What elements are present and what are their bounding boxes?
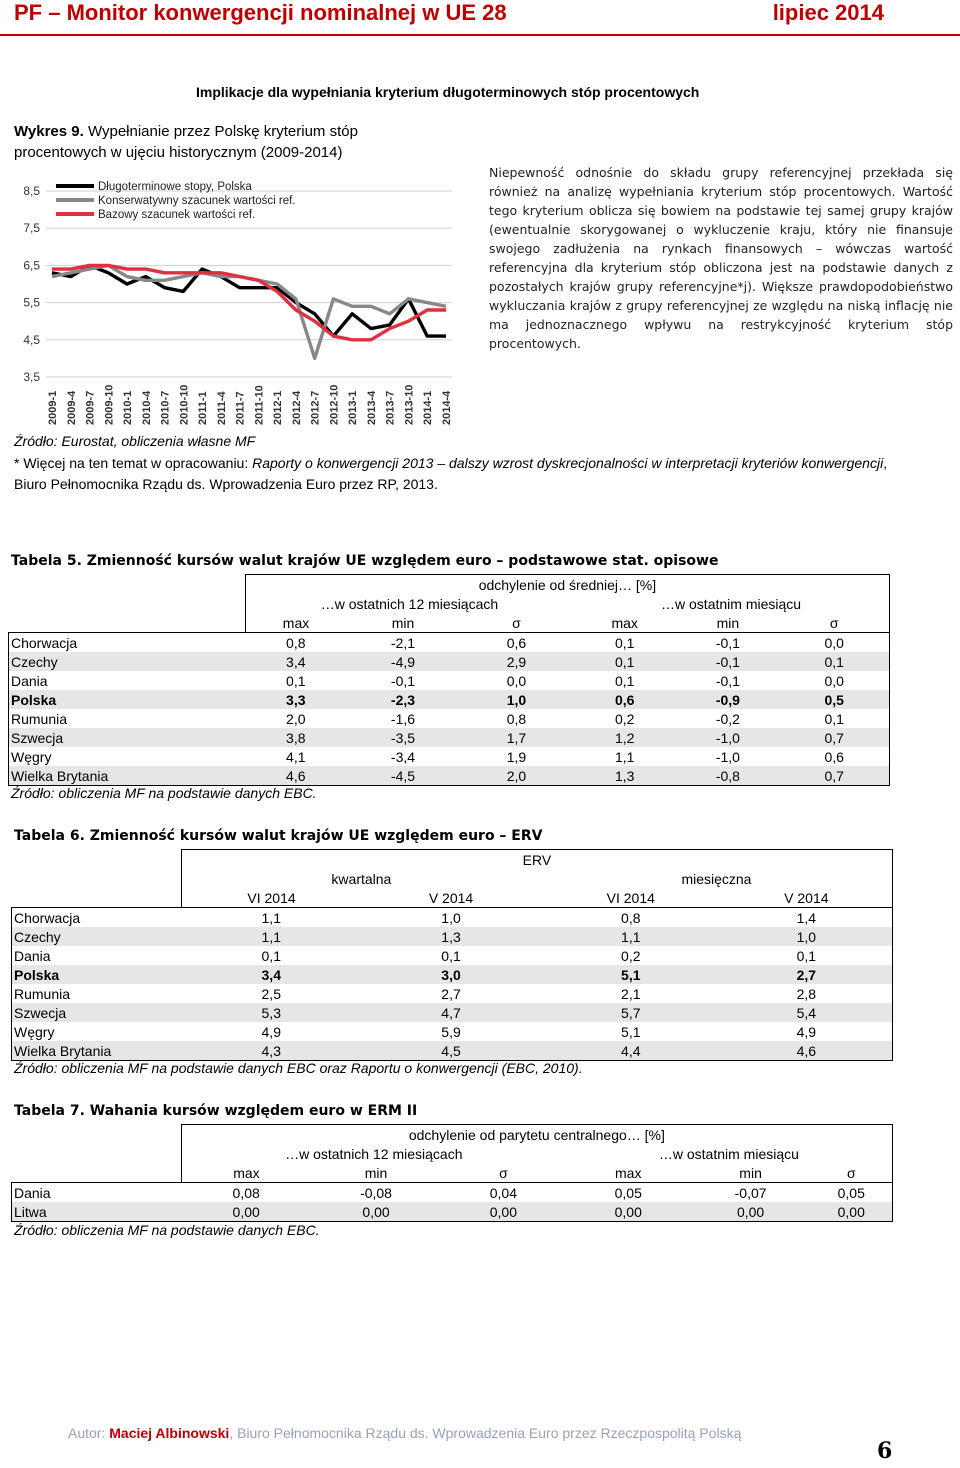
table-cell: 4,7 xyxy=(361,1003,541,1022)
x-tick-label: 2013-7 xyxy=(384,390,397,425)
table-cell: 5,9 xyxy=(441,1023,461,1040)
y-tick-label: 3,5 xyxy=(23,370,40,384)
table-cell: 5,7 xyxy=(541,1003,721,1022)
table-cell: 2,1 xyxy=(621,985,641,1002)
x-tick-label: 2013-10 xyxy=(403,384,416,425)
table-cell: 0,7 xyxy=(779,766,889,786)
footer-suffix: , Biuro Pełnomocnika Rządu ds. Wprowadzenia Euro przez Rzeczpospolitą Polską xyxy=(229,1425,742,1441)
table-cell: 2,7 xyxy=(441,985,461,1002)
table6-col-header: V 2014 xyxy=(428,889,474,906)
row-label: Czechy xyxy=(9,652,246,671)
table5-group-header: odchylenie od średniej… [%] xyxy=(245,575,889,595)
row-label: Wielka Brytania xyxy=(9,766,246,786)
table-row xyxy=(9,709,890,728)
table6-col-row xyxy=(12,888,893,908)
table-cell: -1,0 xyxy=(715,748,740,765)
table-cell: 0,8 xyxy=(541,908,721,928)
row-label: Węgry xyxy=(12,1022,182,1041)
table-cell: 5,1 xyxy=(541,965,721,984)
table6-source: Źródło: obliczenia MF na podstawie danych EBC oraz Raportu o konwergencji (EBC, 2010). xyxy=(14,1060,583,1076)
header-title: PF – Monitor konwergencji nominalnej w UE 28 xyxy=(14,0,507,25)
table5-group-row xyxy=(9,575,890,595)
x-tick-label: 2010-1 xyxy=(122,390,135,425)
table-cell: 0,00 xyxy=(181,1202,311,1222)
table-row xyxy=(12,927,893,946)
table-row xyxy=(9,728,890,747)
x-tick-label: 2009-7 xyxy=(84,390,97,425)
table-cell: 0,00 xyxy=(691,1202,811,1222)
table6-col-header: VI 2014 xyxy=(181,888,361,908)
table-cell: 1,1 xyxy=(181,927,361,946)
table-row xyxy=(12,946,893,965)
table5-col-header: σ xyxy=(779,613,889,633)
table-cell: 1,7 xyxy=(460,728,573,747)
table5-col-header: min xyxy=(716,614,740,631)
table-cell: -4,9 xyxy=(346,652,460,671)
table5 xyxy=(8,574,890,786)
x-tick-label: 2011-10 xyxy=(253,385,266,425)
x-tick-label: 2012-7 xyxy=(309,390,322,425)
table5-col-header: max xyxy=(611,614,638,631)
table-cell: 0,00 xyxy=(311,1202,441,1222)
table-cell: 0,1 xyxy=(286,672,306,689)
table-cell: -0,08 xyxy=(311,1183,441,1203)
table-cell: 2,8 xyxy=(721,984,893,1003)
table-cell: 2,9 xyxy=(460,652,573,671)
table6-group-header: ERV xyxy=(181,850,892,870)
table-cell: 3,3 xyxy=(245,690,346,709)
row-label: Dania xyxy=(12,946,182,965)
page-footer xyxy=(68,1425,741,1441)
table-cell: 3,4 xyxy=(181,965,361,984)
table7-col-header: max xyxy=(181,1163,311,1183)
table5-sub-row xyxy=(9,594,890,613)
footer-prefix: Autor: xyxy=(68,1425,110,1441)
table-row xyxy=(12,1202,893,1222)
table-cell: 0,00 xyxy=(566,1202,691,1222)
row-label: Czechy xyxy=(12,927,182,946)
table-cell: 0,1 xyxy=(614,672,635,689)
table7-col-header: min xyxy=(364,1164,388,1181)
table-cell: 5,1 xyxy=(621,1023,641,1040)
row-label: Szwecja xyxy=(9,728,246,747)
table-cell: 1,1 xyxy=(614,748,635,765)
table-cell: 0,0 xyxy=(779,671,889,690)
table-cell: 1,1 xyxy=(541,927,721,946)
table-row xyxy=(12,1041,893,1061)
row-label: Chorwacja xyxy=(9,633,246,653)
table-cell: 0,05 xyxy=(811,1183,893,1203)
table7-col-header: max xyxy=(615,1164,642,1181)
table7-col-header: min xyxy=(739,1164,762,1181)
table5-col-header: σ xyxy=(512,614,521,631)
table5-sub1: …w ostatnich 12 miesiącach xyxy=(245,594,573,613)
table7-col-row xyxy=(12,1163,893,1183)
table-cell: 0,1 xyxy=(573,652,676,671)
table6-caption: Tabela 6. Zmienność kursów walut krajów UE względem euro – ERV xyxy=(14,828,543,844)
table-cell: 0,5 xyxy=(779,690,889,709)
table-cell: -0,2 xyxy=(715,710,740,727)
x-tick-label: 2010-10 xyxy=(178,384,191,425)
table-cell: -1,6 xyxy=(390,710,416,727)
row-label: Rumunia xyxy=(9,709,246,728)
table-cell: 1,9 xyxy=(506,748,527,765)
table-cell: 5,4 xyxy=(721,1003,893,1022)
table-cell: 1,0 xyxy=(460,690,573,709)
table-row xyxy=(12,908,893,928)
table-cell: 0,2 xyxy=(621,947,641,964)
table7-sub-row xyxy=(12,1144,893,1163)
table-cell: -3,5 xyxy=(346,728,460,747)
table-cell: 4,6 xyxy=(721,1041,893,1061)
x-tick-label: 2011-7 xyxy=(234,391,247,425)
table-cell: 4,3 xyxy=(181,1041,361,1061)
y-tick-label: 6,5 xyxy=(23,258,40,273)
table-cell: 1,0 xyxy=(721,927,893,946)
table-row xyxy=(9,747,890,766)
body-paragraph: Niepewność odnośnie do składu grupy referencyjnej przekłada się również na analizę wypełniania kryterium stóp procentowych. Wartość tego kryterium oblicza się bowiem na podstawie tej samej grupy krajów (ewentualnie skorygowanej o wykluczenie kraju, który nie finansuje swojego zadłużenia na rynkach finansowych – wówczas wartość referencyjna dla kryterium stóp obliczona jest na podstawie danych z pozostałych krajów grupy referencyjne*j). Większe prawdopodobieństwo wykluczania krajów z grupy referencyjnej ze względu na niską inflację nie ma jednoznacznego wpływu na restrykcyjność kryterium stóp procentowych. xyxy=(489,165,953,351)
table-cell: 0,05 xyxy=(566,1183,691,1203)
table-cell: -0,1 xyxy=(676,633,779,653)
table-cell: -2,1 xyxy=(346,633,460,653)
x-tick-label: 2012-4 xyxy=(290,390,303,425)
table-cell: -4,5 xyxy=(346,766,460,786)
table5-sub2: …w ostatnim miesiącu xyxy=(573,594,889,613)
y-tick-label: 5,5 xyxy=(23,295,40,310)
table-cell: 0,0 xyxy=(779,633,889,653)
table-cell: -0,1 xyxy=(390,672,416,689)
table-cell: -0,8 xyxy=(676,766,779,786)
x-tick-label: 2013-4 xyxy=(365,390,378,425)
table-cell: 0,1 xyxy=(441,947,461,964)
table-row xyxy=(9,690,890,709)
table-row xyxy=(9,671,890,690)
table7-source: Źródło: obliczenia MF na podstawie danych EBC. xyxy=(14,1222,320,1238)
table-cell: 0,04 xyxy=(441,1183,566,1203)
table-cell: 0,6 xyxy=(460,633,573,653)
figure-title xyxy=(14,121,434,163)
row-label: Litwa xyxy=(12,1202,182,1222)
legend-label: Bazowy szacunek wartości ref. xyxy=(98,209,256,221)
table-cell: 0,1 xyxy=(573,633,676,653)
table-cell: 0,00 xyxy=(811,1202,893,1222)
table-cell: 0,8 xyxy=(245,633,346,653)
table-cell: 3,8 xyxy=(245,728,346,747)
footnote-suffix: , Biuro Pełnomocnika Rządu ds. Wprowadzenia Euro przez RP, 2013. xyxy=(14,455,888,492)
table7-col-header: σ xyxy=(499,1164,508,1181)
table-cell: 0,6 xyxy=(779,747,889,766)
table-cell: -0,1 xyxy=(676,652,779,671)
table-cell: 0,8 xyxy=(506,710,527,727)
row-label: Chorwacja xyxy=(12,908,182,928)
table-cell: 0,1 xyxy=(721,946,893,965)
table-cell: -0,9 xyxy=(676,690,779,709)
table6-col-header: V 2014 xyxy=(721,888,893,908)
table6-col-header: VI 2014 xyxy=(606,889,655,906)
x-tick-label: 2014-4 xyxy=(441,390,453,425)
table-cell: 1,3 xyxy=(573,766,676,786)
table5-col-header: max xyxy=(245,613,346,633)
footnote xyxy=(14,453,914,495)
table6 xyxy=(11,849,893,1061)
table5-source: Źródło: obliczenia MF na podstawie danych EBC. xyxy=(11,785,317,801)
table-cell: 0,1 xyxy=(779,652,889,671)
page-header xyxy=(0,0,960,30)
table-row xyxy=(9,633,890,653)
table5-caption: Tabela 5. Zmienność kursów walut krajów UE względem euro – podstawowe stat. opisowe xyxy=(11,553,719,569)
table-cell: 4,6 xyxy=(245,766,346,786)
table-cell: 5,3 xyxy=(181,1003,361,1022)
x-tick-label: 2009-4 xyxy=(65,390,78,425)
table-cell: 1,2 xyxy=(573,728,676,747)
table-row xyxy=(12,1183,893,1203)
table7 xyxy=(11,1124,893,1222)
row-label: Dania xyxy=(12,1183,182,1203)
footer-author: Maciej Albinowski xyxy=(109,1425,230,1441)
header-date: lipiec 2014 xyxy=(772,0,884,25)
table-cell: 1,3 xyxy=(361,927,541,946)
table6-group-row xyxy=(12,850,893,870)
table-row xyxy=(9,766,890,786)
row-label: Rumunia xyxy=(12,984,182,1003)
row-label: Węgry xyxy=(9,747,246,766)
table-cell: -0,07 xyxy=(691,1183,811,1203)
table-row xyxy=(12,984,893,1003)
table-cell: 3,0 xyxy=(361,965,541,984)
figure-title-text: Wypełnianie przez Polskę kryterium stóp procentowych w ujęciu historycznym (2009-2014) xyxy=(14,123,358,161)
x-tick-label: 2012-1 xyxy=(272,390,285,425)
table5-col-row xyxy=(9,613,890,633)
table-cell: 4,9 xyxy=(721,1022,893,1041)
table-row xyxy=(12,1022,893,1041)
line-chart xyxy=(14,173,454,431)
table-cell: 4,1 xyxy=(286,748,306,765)
row-label: Polska xyxy=(12,965,182,984)
table-cell: 1,0 xyxy=(361,908,541,928)
row-label: Szwecja xyxy=(12,1003,182,1022)
x-tick-label: 2010-4 xyxy=(140,390,153,425)
table-row xyxy=(9,652,890,671)
table-cell: -3,4 xyxy=(390,748,416,765)
table7-col-header: σ xyxy=(811,1163,893,1183)
table-cell: 1,4 xyxy=(721,908,893,928)
y-tick-label: 8,5 xyxy=(23,184,40,198)
table-cell: 0,1 xyxy=(261,947,281,964)
table-cell: 0,2 xyxy=(614,710,635,727)
x-tick-label: 2011-1 xyxy=(197,391,210,425)
x-tick-label: 2014-1 xyxy=(422,390,435,425)
table5-col-header: min xyxy=(391,614,415,631)
table-cell: -2,3 xyxy=(346,690,460,709)
table7-group-row xyxy=(12,1125,893,1145)
table-cell: 4,4 xyxy=(541,1041,721,1061)
legend-label: Długoterminowe stopy, Polska xyxy=(98,181,252,193)
table-cell: 2,0 xyxy=(286,710,306,727)
footnote-title: Raporty o konwergencji 2013 – dalszy wzrost dyskrecjonalności w interpretacji kryteriów konwergencji xyxy=(252,455,884,471)
legend-label: Konserwatywny szacunek wartości ref. xyxy=(98,195,296,207)
table-cell: 0,00 xyxy=(441,1202,566,1222)
table-cell: 3,4 xyxy=(245,652,346,671)
table-cell: -1,0 xyxy=(676,728,779,747)
table7-group-header: odchylenie od parytetu centralnego… [%] xyxy=(181,1125,892,1145)
table-cell: 0,6 xyxy=(573,690,676,709)
y-tick-label: 4,5 xyxy=(23,332,40,347)
table-cell: -0,1 xyxy=(715,672,740,689)
row-label: Polska xyxy=(9,690,246,709)
x-tick-label: 2011-4 xyxy=(215,391,228,425)
page-number: 6 xyxy=(877,1438,893,1464)
table-row xyxy=(12,1003,893,1022)
table6-sub-row xyxy=(12,869,893,888)
table-cell: 0,1 xyxy=(779,709,889,728)
table-row xyxy=(12,965,893,984)
x-tick-label: 2012-10 xyxy=(328,384,341,425)
table-cell: 2,5 xyxy=(261,985,281,1002)
footnote-prefix: * Więcej na ten temat w opracowaniu: xyxy=(14,455,253,471)
table-cell: 0,7 xyxy=(779,728,889,747)
table-cell: 4,5 xyxy=(361,1041,541,1061)
figure-source: Źródło: Eurostat, obliczenia własne MF xyxy=(14,433,256,449)
figure-label: Wykres 9. xyxy=(14,123,84,140)
table-cell: 1,1 xyxy=(181,908,361,928)
y-tick-label: 7,5 xyxy=(23,221,40,236)
row-label: Dania xyxy=(9,671,246,690)
series-line xyxy=(52,265,446,336)
table7-sub2: …w ostatnim miesiącu xyxy=(566,1144,893,1163)
table-cell: 2,0 xyxy=(460,766,573,786)
x-tick-label: 2009-10 xyxy=(103,384,116,425)
table7-sub1: …w ostatnich 12 miesiącach xyxy=(181,1144,566,1163)
table-cell: 4,9 xyxy=(261,1023,281,1040)
section-title: Implikacje dla wypełniania kryterium długoterminowych stóp procentowych xyxy=(196,84,700,100)
table-cell: 2,7 xyxy=(721,965,893,984)
row-label: Wielka Brytania xyxy=(12,1041,182,1061)
x-tick-label: 2013-1 xyxy=(347,390,360,425)
table6-sub1: kwartalna xyxy=(181,869,541,888)
x-tick-label: 2010-7 xyxy=(159,390,172,425)
table-cell: 0,0 xyxy=(506,672,527,689)
header-rule xyxy=(0,34,960,36)
x-tick-label: 2009-1 xyxy=(47,390,59,425)
table6-sub2: miesięczna xyxy=(541,869,893,888)
table7-caption: Tabela 7. Wahania kursów względem euro w ERM II xyxy=(14,1103,418,1119)
table-cell: 0,08 xyxy=(181,1183,311,1203)
